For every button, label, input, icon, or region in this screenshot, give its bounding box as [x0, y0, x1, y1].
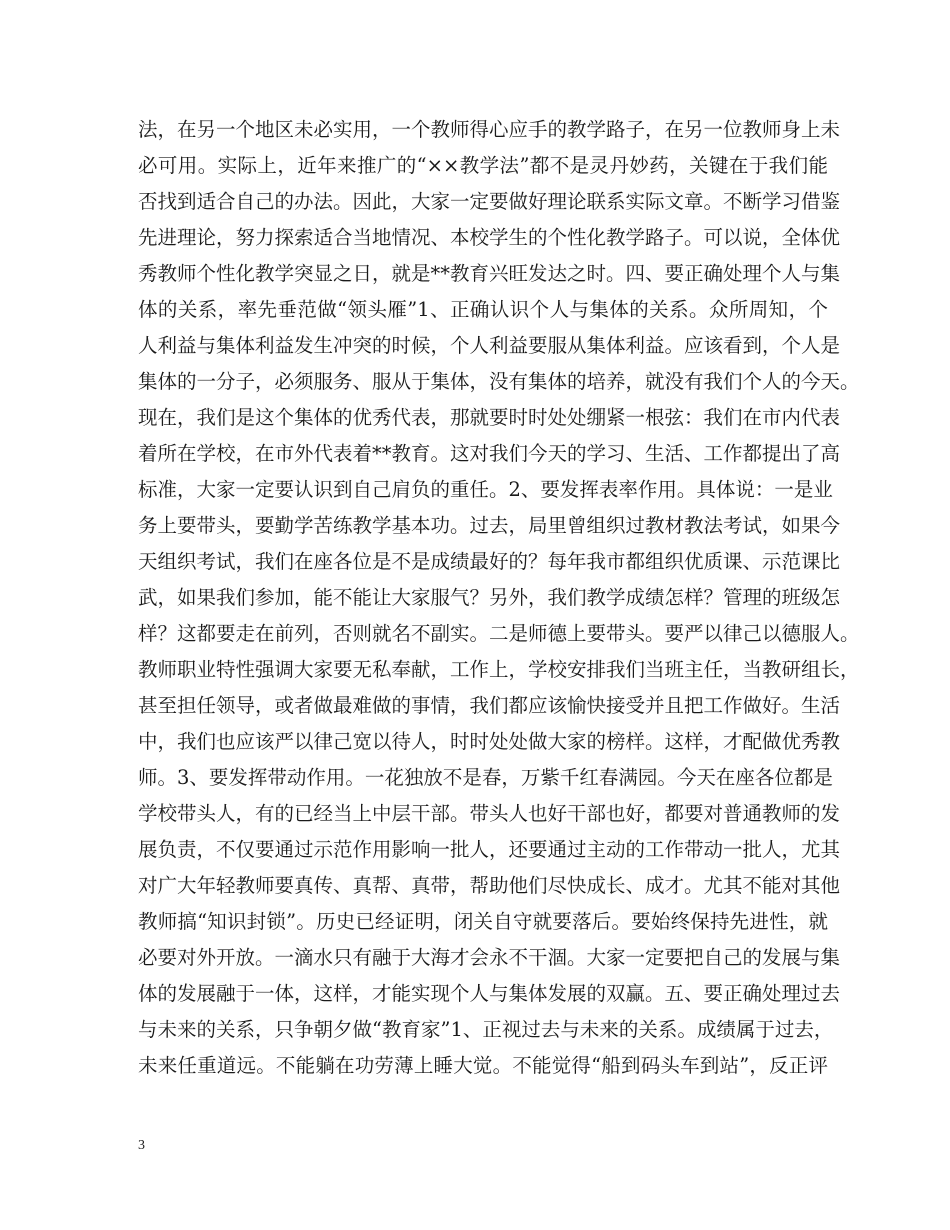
- text-line: 现在，我们是这个集体的优秀代表，那就要时时处处绷紧一根弦：我们在市内代表: [138, 406, 841, 429]
- text-line: 人利益与集体利益发生冲突的时候，个人利益要服从集体利益。应该看到，个人是: [138, 334, 841, 357]
- body-text: [138, 112, 860, 1084]
- text-line: 务上要带头，要勤学苦练教学基本功。过去，局里曾组织过教材教法考试，如果今: [138, 514, 841, 537]
- text-line: 未来任重道远。不能躺在功劳薄上睡大觉。不能觉得“船到码头车到站”，反正评: [138, 1054, 828, 1077]
- text-line: 对广大年轻教师要真传、真帮、真带，帮助他们尽快成长、成才。尤其不能对其他: [138, 874, 841, 897]
- page-number: 3: [138, 1138, 145, 1153]
- text-line: 教师职业特性强调大家要无私奉献，工作上，学校安排我们当班主任，当教研组长，: [138, 658, 860, 681]
- text-line: 必可用。实际上，近年来推广的“××教学法”都不是灵丹妙药，关键在于我们能: [138, 154, 828, 177]
- text-line: 武，如果我们参加，能不能让大家服气？另外，我们教学成绩怎样？管理的班级怎: [138, 586, 841, 609]
- text-line: 学校带头人，有的已经当上中层干部。带头人也好干部也好，都要对普通教师的发: [138, 802, 841, 825]
- text-line: 法，在另一个地区未必实用，一个教师得心应手的教学路子，在另一位教师身上未: [138, 118, 841, 141]
- text-line: 着所在学校，在市外代表着**教育。这对我们今天的学习、生活、工作都提出了高: [138, 442, 841, 465]
- text-line: 必要对外开放。一滴水只有融于大海才会永不干涸。大家一定要把自己的发展与集: [138, 946, 841, 969]
- text-line: 与未来的关系，只争朝夕做“教育家”1、正视过去与未来的关系。成绩属于过去，: [138, 1018, 834, 1041]
- text-line: 先进理论，努力探索适合当地情况、本校学生的个性化教学路子。可以说，全体优: [138, 226, 841, 249]
- text-line: 教师搞“知识封锁”。历史已经证明，闭关自守就要落后。要始终保持先进性，就: [138, 910, 828, 933]
- text-line: 中，我们也应该严以律己宽以待人，时时处处做大家的榜样。这样，才配做优秀教: [138, 730, 841, 753]
- text-line: 集体的一分子，必须服务、服从于集体，没有集体的培养，就没有我们个人的今天。: [138, 370, 860, 393]
- text-line: 样？这都要走在前列，否则就名不副实。二是师德上要带头。要严以律己以德服人。: [138, 622, 860, 645]
- text-line: 天组织考试，我们在座各位是不是成绩最好的？每年我市都组织优质课、示范课比: [138, 550, 841, 573]
- text-line: 甚至担任领导，或者做最难做的事情，我们都应该愉快接受并且把工作做好。生活: [138, 694, 841, 717]
- text-line: 秀教师个性化教学突显之日，就是**教育兴旺发达之时。四、要正确处理个人与集: [138, 262, 841, 285]
- text-line: 展负责，不仅要通过示范作用影响一批人，还要通过主动的工作带动一批人，尤其: [138, 838, 841, 861]
- text-line: 标准，大家一定要认识到自己肩负的重任。2、要发挥表率作用。具体说：一是业: [138, 478, 833, 501]
- text-line: 体的关系，率先垂范做“领头雁”1、正确认识个人与集体的关系。众所周知，个: [138, 298, 828, 321]
- text-line: 体的发展融于一体，这样，才能实现个人与集体发展的双赢。五、要正确处理过去: [138, 982, 841, 1005]
- text-line: 否找到适合自己的办法。因此，大家一定要做好理论联系实际文章。不断学习借鉴: [138, 190, 841, 213]
- text-line: 师。3、要发挥带动作用。一花独放不是春，万紫千红春满园。今天在座各位都是: [138, 766, 833, 789]
